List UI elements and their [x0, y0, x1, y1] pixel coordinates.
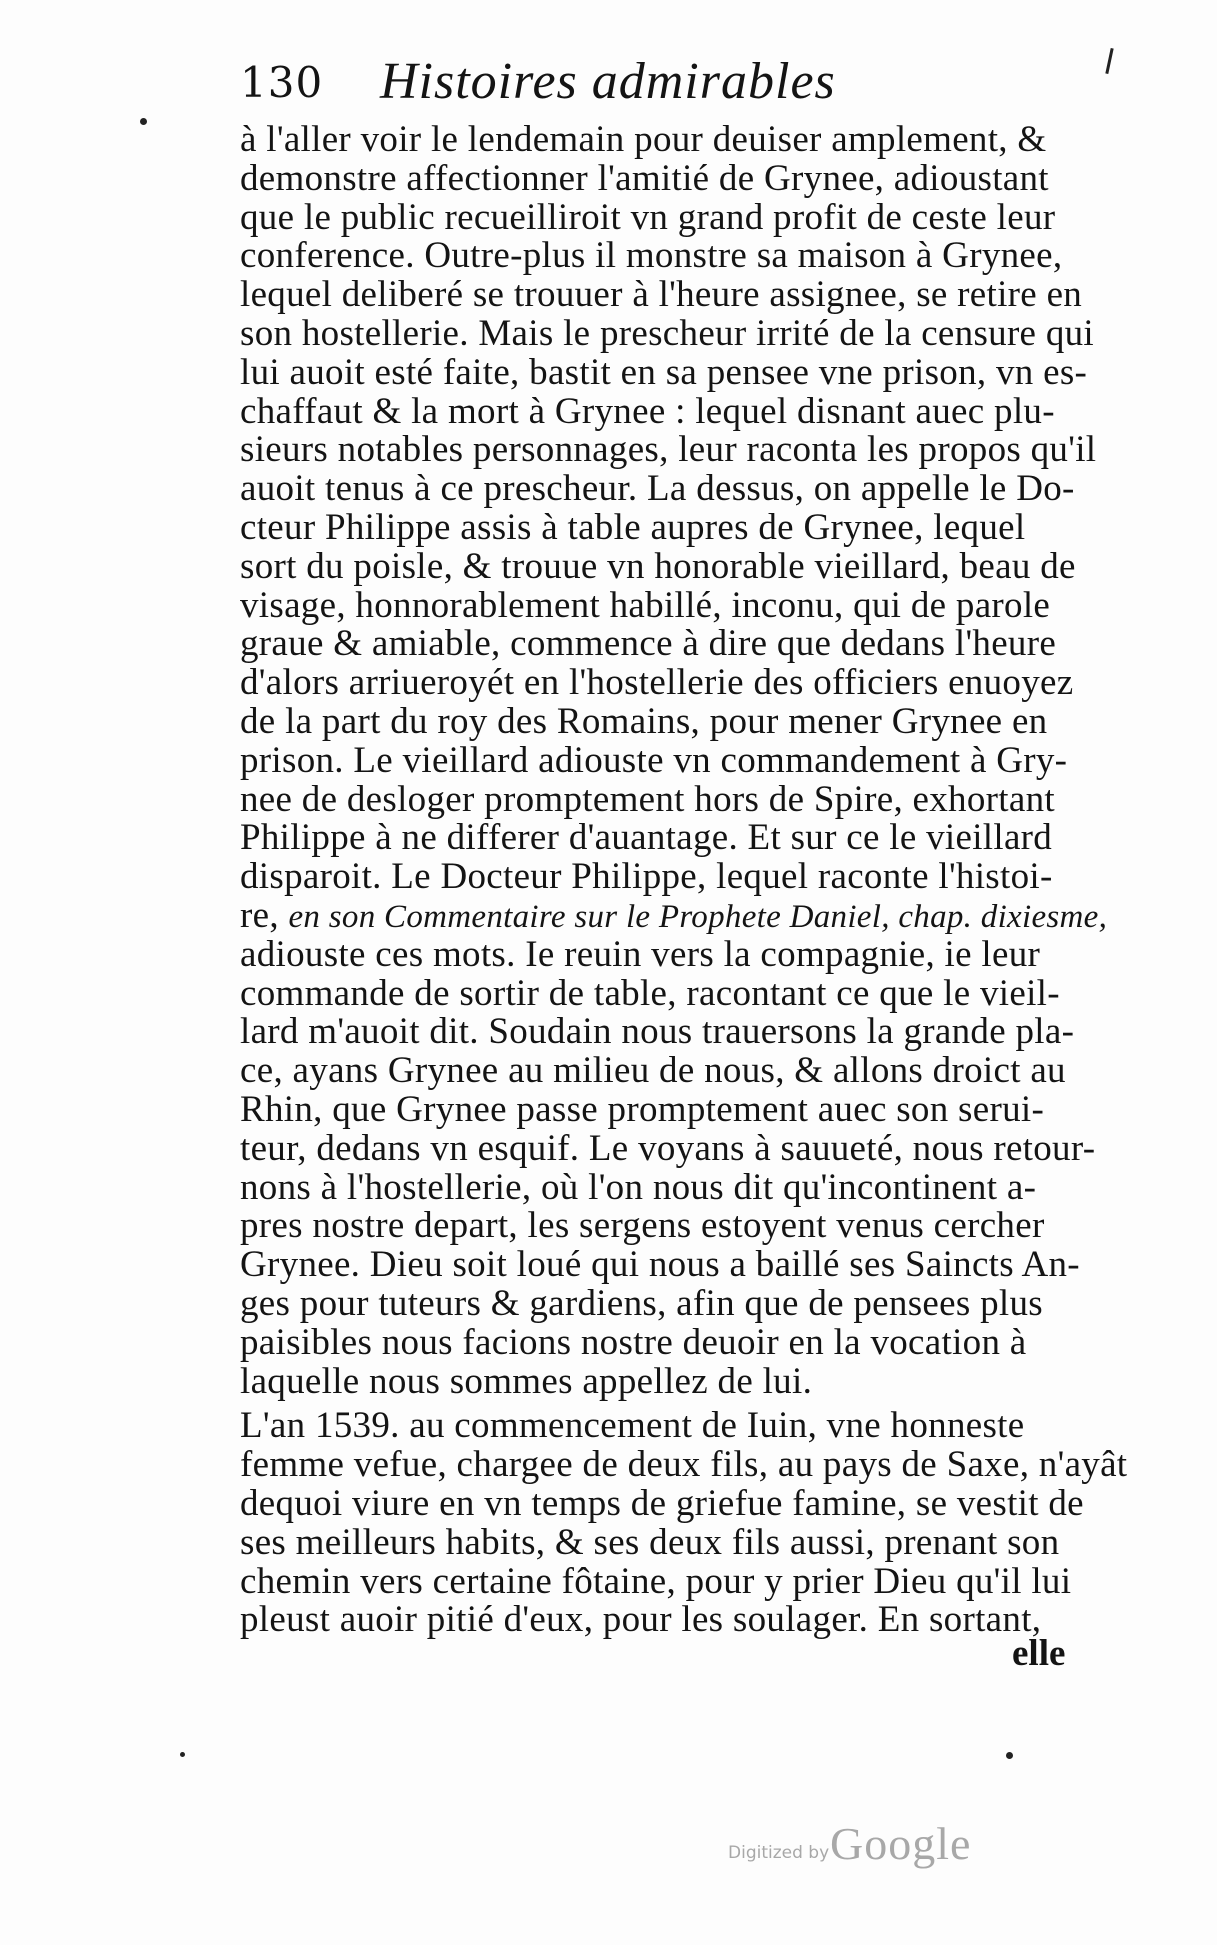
ink-speck: [140, 118, 147, 125]
text-line-content: paisibles nous facions nostre deuoir en la vocation à: [240, 1321, 1027, 1363]
text-line: [240, 314, 1094, 354]
text-line: [240, 818, 1052, 858]
text-line: [240, 1245, 1080, 1285]
text-line: [240, 857, 1053, 897]
text-line: [240, 1562, 1071, 1602]
watermark-small-text: Digitized by: [728, 1843, 830, 1863]
text-line-italic: en son Commentaire sur le Prophete Daniel, chap. dixiesme,: [288, 899, 1108, 935]
text-line-content: dequoi viure en vn temps de griefue famine, se vestit de: [240, 1483, 1084, 1524]
text-line: [240, 935, 1040, 975]
catchword: elle: [1012, 1633, 1066, 1674]
text-line-content: ses meilleurs habits, & ses deux fils aussi, prenant son: [240, 1521, 1060, 1563]
text-line: [240, 198, 1055, 238]
text-line: [240, 741, 1067, 781]
text-line: [240, 1090, 1044, 1130]
text-line-content: ce, ayans Grynee au milieu de nous, & allons droict au: [240, 1050, 1066, 1092]
text-line: [240, 1051, 1066, 1091]
text-line: [240, 353, 1087, 393]
text-line-content: conference. Outre-plus il monstre sa maison à Grynee,: [240, 235, 1063, 277]
text-line-content: sort du poisle, & trouue vn honorable vieillard, beau de: [240, 545, 1076, 587]
text-line: [240, 896, 1107, 937]
text-line: [240, 508, 1025, 548]
text-line-content: que le public recueilliroit vn grand profit de ceste leur: [240, 196, 1056, 238]
text-line-content: chemin vers certaine fôtaine, pour y prier Dieu qu'il lui: [240, 1560, 1072, 1602]
text-line-content: d'alors arriueroyét en l'hostellerie des officiers enuoyez: [240, 662, 1074, 704]
text-line: [240, 392, 1055, 432]
text-line-content: auoit tenus à ce prescheur. La dessus, on appelle le Do-: [240, 468, 1075, 510]
running-title: Histoires admirables: [380, 53, 836, 110]
text-line: [240, 430, 1096, 470]
text-line: [240, 120, 1047, 160]
text-line: [240, 547, 1076, 587]
text-line: [240, 974, 1060, 1014]
text-line-content: prison. Le vieillard adiouste vn commandement à Gry-: [240, 739, 1068, 781]
text-line: [240, 780, 1055, 820]
text-line: [240, 702, 1047, 742]
page-header: [240, 52, 1120, 122]
text-line-content: pres nostre depart, les sergens estoyent venus cercher: [240, 1205, 1045, 1247]
text-line: [240, 1445, 1127, 1485]
text-line-content: chaffaut & la mort à Grynee : lequel disnant auec plu-: [240, 390, 1055, 432]
text-line: [240, 1012, 1074, 1052]
text-line-content: lequel deliberé se trouuer à l'heure assignee, se retire en: [240, 274, 1083, 316]
text-line-content: à l'aller voir le lendemain pour deuiser amplement, &: [240, 119, 1047, 160]
text-line: [240, 1484, 1084, 1524]
text-line: [240, 159, 1049, 199]
text-line-content: ges pour tuteurs & gardiens, afin que de pensees plus: [240, 1283, 1043, 1324]
text-line-content: de la part du roy des Romains, pour mener Grynee en: [240, 701, 1048, 742]
text-line-content: lui auoit esté faite, bastit en sa pensee vne prison, vn es-: [240, 351, 1088, 393]
text-line-content: cteur Philippe assis à table aupres de Grynee, lequel: [240, 507, 1026, 548]
text-line-content: Grynee. Dieu soit loué qui nous a baillé ses Saincts An-: [240, 1244, 1080, 1286]
text-line: [240, 236, 1062, 276]
text-line-content: son hostellerie. Mais le prescheur irrité de la censure qui: [240, 313, 1095, 354]
text-line: [240, 1168, 1036, 1208]
text-line: [240, 1206, 1045, 1246]
text-line-content: L'an 1539. au commencement de Iuin, vne honneste: [240, 1405, 1025, 1447]
text-line-content: sieurs notables personnages, leur raconta les propos qu'il: [240, 429, 1097, 471]
text-line: [240, 275, 1082, 315]
text-line-content: Philippe à ne differer d'auantage. Et sur ce le vieillard: [240, 817, 1053, 859]
google-logo: Google: [830, 1818, 972, 1869]
text-line-content: nons à l'hostellerie, où l'on nous dit qu'incontinent a-: [240, 1166, 1037, 1208]
text-line-content: re,: [240, 895, 289, 936]
text-line-content: visage, honnorablement habillé, inconu, qui de parole: [240, 584, 1051, 626]
text-line-content: lard m'auoit dit. Soudain nous trauersons la grande pla-: [240, 1011, 1075, 1053]
text-line: [240, 1284, 1043, 1324]
text-line-content: laquelle nous sommes appellez de lui.: [240, 1360, 813, 1402]
text-line-content: Rhin, que Grynee passe promptement auec son serui-: [240, 1089, 1045, 1130]
text-line: [240, 1406, 1024, 1446]
text-line-content: femme vefue, chargee de deux fils, au pays de Saxe, n'ayât: [240, 1444, 1128, 1486]
text-line: [240, 586, 1050, 626]
text-line-content: pleust auoir pitié d'eux, pour les soulager. En sortant,: [240, 1599, 1042, 1641]
text-line: [240, 1323, 1027, 1363]
text-line-content: disparoit. Le Docteur Philippe, lequel raconte l'histoi-: [240, 856, 1053, 898]
text-line: [240, 624, 1056, 664]
ink-speck: [180, 1752, 185, 1757]
page-number: 130: [240, 58, 324, 107]
text-line-content: graue & amiable, commence à dire que dedans l'heure: [240, 623, 1057, 665]
text-line-content: commande de sortir de table, racontant ce que le vieil-: [240, 972, 1060, 1014]
text-line: [240, 1129, 1095, 1169]
text-line: [240, 1523, 1059, 1563]
digitized-by-google-watermark: [728, 1817, 988, 1877]
ink-speck: [1006, 1752, 1013, 1759]
text-line: [240, 1362, 812, 1402]
text-line-content: demonstre affectionner l'amitié de Grynee, adioustant: [240, 157, 1049, 199]
text-line: [240, 1600, 1041, 1640]
text-line: [240, 469, 1075, 509]
text-line: [240, 663, 1073, 703]
text-line-content: adiouste ces mots. Ie reuin vers la compagnie, ie leur: [240, 933, 1041, 975]
text-line-content: teur, dedans vn esquif. Le voyans à sauueté, nous retour-: [240, 1127, 1096, 1169]
text-line-content: nee de desloger promptement hors de Spire, exhortant: [240, 778, 1055, 820]
